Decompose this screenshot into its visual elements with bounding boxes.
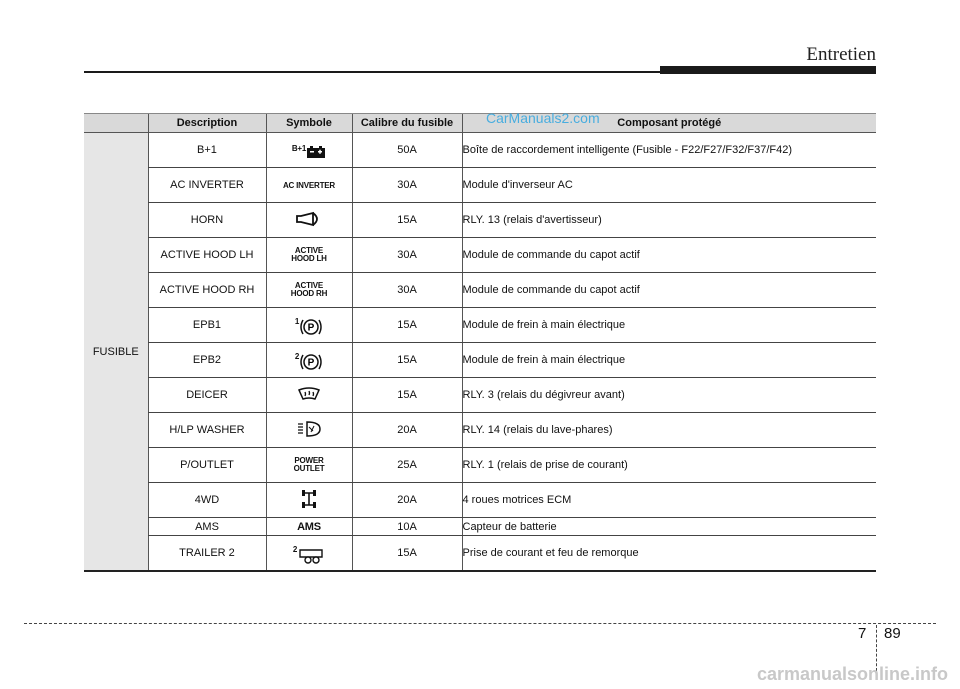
header-symbol: Symbole xyxy=(266,114,352,133)
symbol-label: POWER OUTLET xyxy=(293,455,325,473)
row-symbol xyxy=(266,203,352,238)
headlamp-washer-icon xyxy=(297,420,321,438)
row-description: 4WD xyxy=(148,483,266,518)
row-caliber: 15A xyxy=(352,308,462,343)
row-component: Module de frein à main électrique xyxy=(462,308,876,343)
header-rule xyxy=(84,71,664,73)
row-caliber: 30A xyxy=(352,238,462,273)
row-symbol xyxy=(266,413,352,448)
row-caliber: 25A xyxy=(352,448,462,483)
table-row xyxy=(84,203,876,238)
row-component: Module d'inverseur AC xyxy=(462,168,876,203)
group-label: FUSIBLE xyxy=(84,133,148,572)
row-description: AC INVERTER xyxy=(148,168,266,203)
svg-text:P: P xyxy=(307,322,315,333)
row-caliber: 15A xyxy=(352,536,462,572)
table-row xyxy=(84,518,876,536)
row-symbol xyxy=(266,343,352,378)
row-description: EPB1 xyxy=(148,308,266,343)
row-component: Boîte de raccordement intelligente (Fusible - F22/F27/F32/F37/F42) xyxy=(462,133,876,168)
symbol-label: 1 xyxy=(294,316,300,326)
row-description: AMS xyxy=(148,518,266,536)
fuse-table xyxy=(84,113,876,572)
deicer-icon xyxy=(297,387,321,401)
header-rule-accent xyxy=(660,66,876,74)
row-component: RLY. 14 (relais du lave-phares) xyxy=(462,413,876,448)
row-component: 4 roues motrices ECM xyxy=(462,483,876,518)
header-description: Description xyxy=(148,114,266,133)
row-symbol xyxy=(266,518,352,536)
watermark-top: CarManuals2.com xyxy=(486,110,600,126)
row-symbol xyxy=(266,308,352,343)
header-group xyxy=(84,114,148,133)
row-description: HORN xyxy=(148,203,266,238)
row-caliber: 50A xyxy=(352,133,462,168)
symbol-label: AMS xyxy=(297,520,321,533)
row-component: Module de commande du capot actif xyxy=(462,238,876,273)
row-component: RLY. 1 (relais de prise de courant) xyxy=(462,448,876,483)
row-symbol xyxy=(266,448,352,483)
symbol-label: 2 xyxy=(292,544,298,554)
row-caliber: 30A xyxy=(352,168,462,203)
row-description: TRAILER 2 xyxy=(148,536,266,572)
row-component: Module de commande du capot actif xyxy=(462,273,876,308)
table-row xyxy=(84,343,876,378)
row-description: ACTIVE HOOD RH xyxy=(148,273,266,308)
row-description: P/OUTLET xyxy=(148,448,266,483)
four-wheel-drive-icon xyxy=(301,489,317,509)
table-row xyxy=(84,308,876,343)
row-caliber: 20A xyxy=(352,483,462,518)
table-row xyxy=(84,448,876,483)
symbol-label: 2 xyxy=(294,351,300,361)
chapter-number: 7 xyxy=(858,625,867,642)
row-description: DEICER xyxy=(148,378,266,413)
row-description: ACTIVE HOOD LH xyxy=(148,238,266,273)
row-caliber: 15A xyxy=(352,203,462,238)
table-header-row xyxy=(84,114,876,133)
battery-icon xyxy=(292,145,326,159)
row-symbol xyxy=(266,273,352,308)
symbol-label: AC INVERTER xyxy=(282,181,336,190)
table-row xyxy=(84,413,876,448)
header-caliber: Calibre du fusible xyxy=(352,114,462,133)
row-symbol xyxy=(266,238,352,273)
row-symbol xyxy=(266,133,352,168)
horn-icon xyxy=(295,211,323,227)
table-row xyxy=(84,536,876,572)
symbol-label: ACTIVE HOOD LH xyxy=(291,245,327,263)
row-component: Module de frein à main électrique xyxy=(462,343,876,378)
table-row xyxy=(84,238,876,273)
watermark-bottom: carmanualsonline.info xyxy=(756,664,948,684)
row-symbol xyxy=(266,536,352,572)
page-number: 89 xyxy=(884,625,901,642)
row-caliber: 15A xyxy=(352,343,462,378)
row-component: RLY. 13 (relais d'avertisseur) xyxy=(462,203,876,238)
row-symbol xyxy=(266,483,352,518)
row-caliber: 15A xyxy=(352,378,462,413)
parking-brake-icon xyxy=(295,318,323,336)
row-caliber: 10A xyxy=(352,518,462,536)
footer-rule xyxy=(24,623,936,624)
parking-brake-icon xyxy=(295,353,323,371)
symbol-label: ACTIVE HOOD RH xyxy=(290,280,328,298)
row-description: EPB2 xyxy=(148,343,266,378)
symbol-label: B+1 xyxy=(291,143,307,153)
row-component: Capteur de batterie xyxy=(462,518,876,536)
row-description: B+1 xyxy=(148,133,266,168)
row-caliber: 30A xyxy=(352,273,462,308)
row-symbol xyxy=(266,378,352,413)
table-row xyxy=(84,378,876,413)
row-description: H/LP WASHER xyxy=(148,413,266,448)
row-caliber: 20A xyxy=(352,413,462,448)
section-title: Entretien xyxy=(806,44,876,65)
table-row xyxy=(84,273,876,308)
table-row xyxy=(84,133,876,168)
row-component: RLY. 3 (relais du dégivreur avant) xyxy=(462,378,876,413)
trailer-icon xyxy=(293,546,325,564)
table-row xyxy=(84,168,876,203)
svg-text:P: P xyxy=(307,357,315,368)
header-component: Composant protégé xyxy=(462,114,876,133)
row-component: Prise de courant et feu de remorque xyxy=(462,536,876,572)
table-row xyxy=(84,483,876,518)
row-symbol xyxy=(266,168,352,203)
